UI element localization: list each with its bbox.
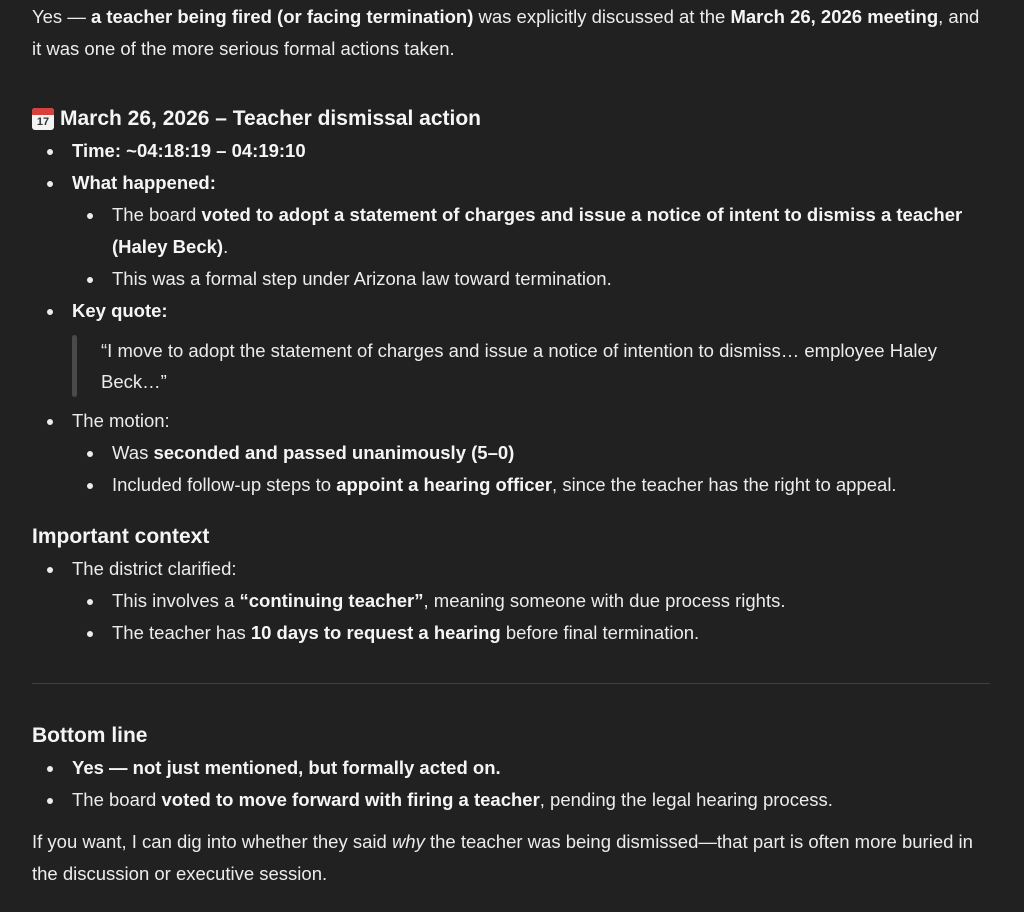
time-value: ~04:18:19 – 04:19:10 (121, 140, 306, 161)
list-item (72, 437, 992, 469)
outro-text-2: the teacher was being dismissed—that part is often more buried in the discussion or executive session. (32, 831, 973, 884)
intro-text-3: , and it was one of the more serious formal actions taken. (32, 6, 980, 59)
intro-bold-1: a teacher being fired (or facing termination) (90, 6, 474, 27)
section-heading-bottom-line: Bottom line (32, 724, 148, 747)
district-label: The district clarified: (72, 558, 237, 579)
list-item-motion (32, 405, 992, 501)
item-bold: appoint a hearing officer (336, 474, 553, 495)
context-list (32, 553, 992, 649)
list-item-key-quote (32, 295, 992, 327)
list-item-time (32, 135, 992, 167)
motion-list (32, 405, 992, 501)
motion-sublist (72, 437, 992, 501)
what-happened-label: What happened: (72, 172, 216, 193)
section-heading-text: March 26, 2026 – Teacher dismissal action (60, 107, 481, 130)
calendar-icon-number: 17 (36, 116, 50, 128)
outro-emphasis: why (391, 831, 425, 852)
list-item (72, 199, 992, 263)
dismissal-list (32, 135, 992, 327)
motion-label: The motion: (72, 410, 170, 431)
list-item (72, 617, 992, 649)
time-label: Time: (72, 140, 122, 161)
item-text: The board (72, 789, 162, 810)
item-text: This involves a (112, 590, 240, 611)
item-bold: “continuing teacher” (239, 590, 424, 611)
blockquote (72, 335, 992, 397)
list-item-district (32, 553, 992, 649)
list-item-what-happened (32, 167, 992, 295)
context-sublist (72, 585, 992, 649)
outro-text-1: If you want, I can dig into whether they said (32, 831, 392, 852)
item-bold: voted to adopt a statement of charges and issue a notice of intent to dismiss a teacher (Haley Beck) (112, 204, 963, 257)
item-text: . (223, 236, 229, 257)
list-item (72, 469, 992, 501)
item-bold: Yes — not just mentioned, but formally acted on. (72, 757, 501, 778)
item-text: , meaning someone with due process rights. (423, 590, 786, 611)
intro-text-2: was explicitly discussed at the (473, 6, 731, 27)
list-item (72, 263, 992, 295)
list-item (72, 585, 992, 617)
section-heading-context: Important context (32, 525, 210, 548)
key-quote-label: Key quote: (72, 300, 168, 321)
section-heading-dismissal (32, 103, 992, 135)
what-happened-sublist (72, 199, 992, 295)
list-item (32, 752, 992, 784)
item-bold: voted to move forward with firing a teacher (161, 789, 540, 810)
item-text: Included follow-up steps to (112, 474, 337, 495)
quote-text: “I move to adopt the statement of charges and issue a notice of intention to dismiss… employee Haley Beck…” (101, 340, 938, 392)
intro-text-1: Yes — (32, 6, 91, 27)
divider (32, 683, 990, 684)
calendar-icon (32, 108, 54, 130)
list-item (32, 784, 992, 816)
item-text: , since the teacher has the right to appeal. (552, 474, 897, 495)
item-text: before final termination. (500, 622, 700, 643)
item-text: Was (112, 442, 154, 463)
item-bold: 10 days to request a hearing (250, 622, 501, 643)
intro-paragraph (32, 0, 992, 65)
item-text: , pending the legal hearing process. (539, 789, 833, 810)
item-text: This was a formal step under Arizona law toward termination. (112, 268, 612, 289)
item-text: The teacher has (112, 622, 251, 643)
intro-bold-2: March 26, 2026 meeting (730, 6, 939, 27)
outro-paragraph (32, 826, 992, 890)
item-text: The board (112, 204, 202, 225)
bottom-line-list (32, 752, 992, 816)
item-bold: seconded and passed unanimously (5–0) (153, 442, 515, 463)
